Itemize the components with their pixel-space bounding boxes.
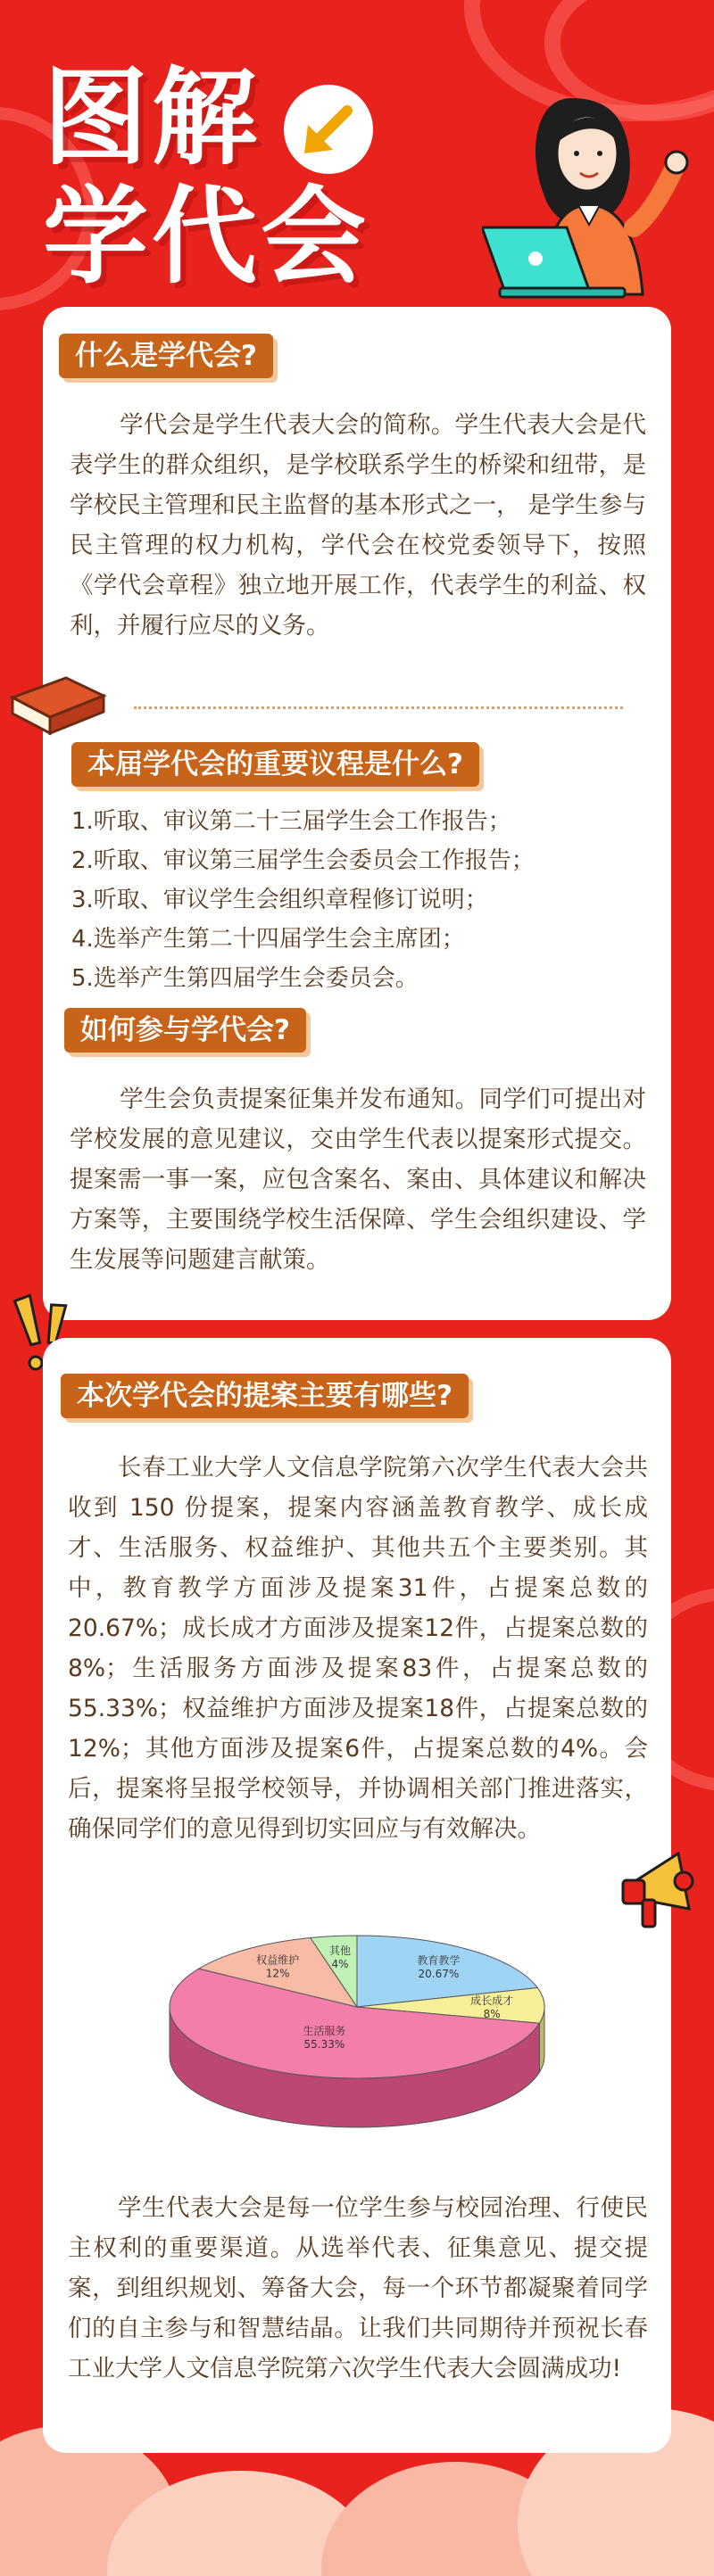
- pie-slice-label: 其他: [329, 1944, 352, 1957]
- section-title-how-to-participate: 如何参与学代会?: [64, 1008, 306, 1053]
- pie-slice-percent-label: 55.33%: [303, 2038, 345, 2052]
- section-proposals-paragraph: 长春工业大学人文信息学院第六次学生代表大会共收到 150 份提案，提案内容涵盖教育教学、成长成才、生活服务、权益维护、其他共五个主要类别。其中，教育教学方面涉及提案31件，占提案总数的20.67%；成长成才方面涉及提案12件，占提案总数的8%；生活服务方面涉及提案83件，占提案总数的55.33%；权益维护方面涉及提案18件，占提案总数的12%；其他方面涉及提案6件，占提案总数的4%。会后，提案将呈报学校领导，并协调相关部门推进落实，确保同学们的意见得到切实回应与有效解决。: [68, 1454, 648, 1843]
- pie-slice-percent-label: 8%: [483, 2007, 501, 2020]
- agenda-item: 2.听取、审议第三届学生会委员会工作报告；: [71, 847, 535, 874]
- section-what-is-paragraph: 学代会是学生代表大会的简称。学生代表大会是代表学生的群众组织，是学校联系学生的桥梁和纽带，是学校民主管理和民主监督的基本形式之一， 是学生参与民主管理的权力机构，学代会在校党委领导下，按照《学代会章程》独立地开展工作，代表学生的利益、权利，并履行应尽的义务。: [70, 411, 646, 640]
- woman-with-laptop-illustration: [482, 71, 705, 312]
- section-divider: [134, 706, 623, 709]
- agenda-item: 3.听取、审议学生会组织章程修订说明；: [71, 887, 488, 913]
- hero-title-line1: 图解: [43, 56, 262, 179]
- pie-slice-percent-label: 12%: [265, 1967, 290, 1980]
- proposal-category-pie-chart: [125, 1900, 589, 2167]
- pie-slice-percent-label: 4%: [331, 1957, 349, 1970]
- section-title-agenda: 本届学代会的重要议程是什么?: [71, 742, 479, 787]
- arrow-down-left-icon: [284, 85, 373, 174]
- section-title-proposals: 本次学代会的提案主要有哪些?: [61, 1374, 469, 1418]
- section-title-what-is: 什么是学代会?: [59, 334, 273, 378]
- hero-title-line2: 学代会: [43, 175, 370, 298]
- agenda-item: 1.听取、审议第二十三届学生会工作报告；: [71, 808, 511, 835]
- pie-slice-percent-label: 20.67%: [418, 1968, 460, 1981]
- agenda-item: 4.选举产生第二十四届学生会主席团；: [71, 926, 465, 953]
- agenda-item: 5.选举产生第四届学生会委员会。: [71, 965, 419, 992]
- closing-paragraph: 学生代表大会是每一位学生参与校园治理、行使民主权利的重要渠道。从选举代表、征集意见、提交提案，到组织规划、筹备大会，每一个环节都凝聚着同学们的自主参与和智慧结晶。让我们共同期待并预祝长春工业大学人文信息学院第六次学生代表大会圆满成功!: [68, 2194, 648, 2382]
- book-icon: [4, 671, 111, 742]
- pie-slice-label: 生活服务: [303, 2025, 346, 2038]
- pie-slice-label: 教育教学: [417, 1954, 461, 1968]
- megaphone-icon: [616, 1837, 705, 1936]
- pie-slice-label: 权益维护: [256, 1953, 300, 1967]
- section-participate-paragraph: 学生会负责提案征集并发布通知。同学们可提出对学校发展的意见建议，交由学生代表以提案形式提交。提案需一事一案，应包含案名、案由、具体建议和解决方案等，主要围绕学校生活保障、学生会组织建设、学生发展等问题建言献策。: [70, 1086, 646, 1274]
- pie-slice-label: 成长成才: [470, 1994, 514, 2007]
